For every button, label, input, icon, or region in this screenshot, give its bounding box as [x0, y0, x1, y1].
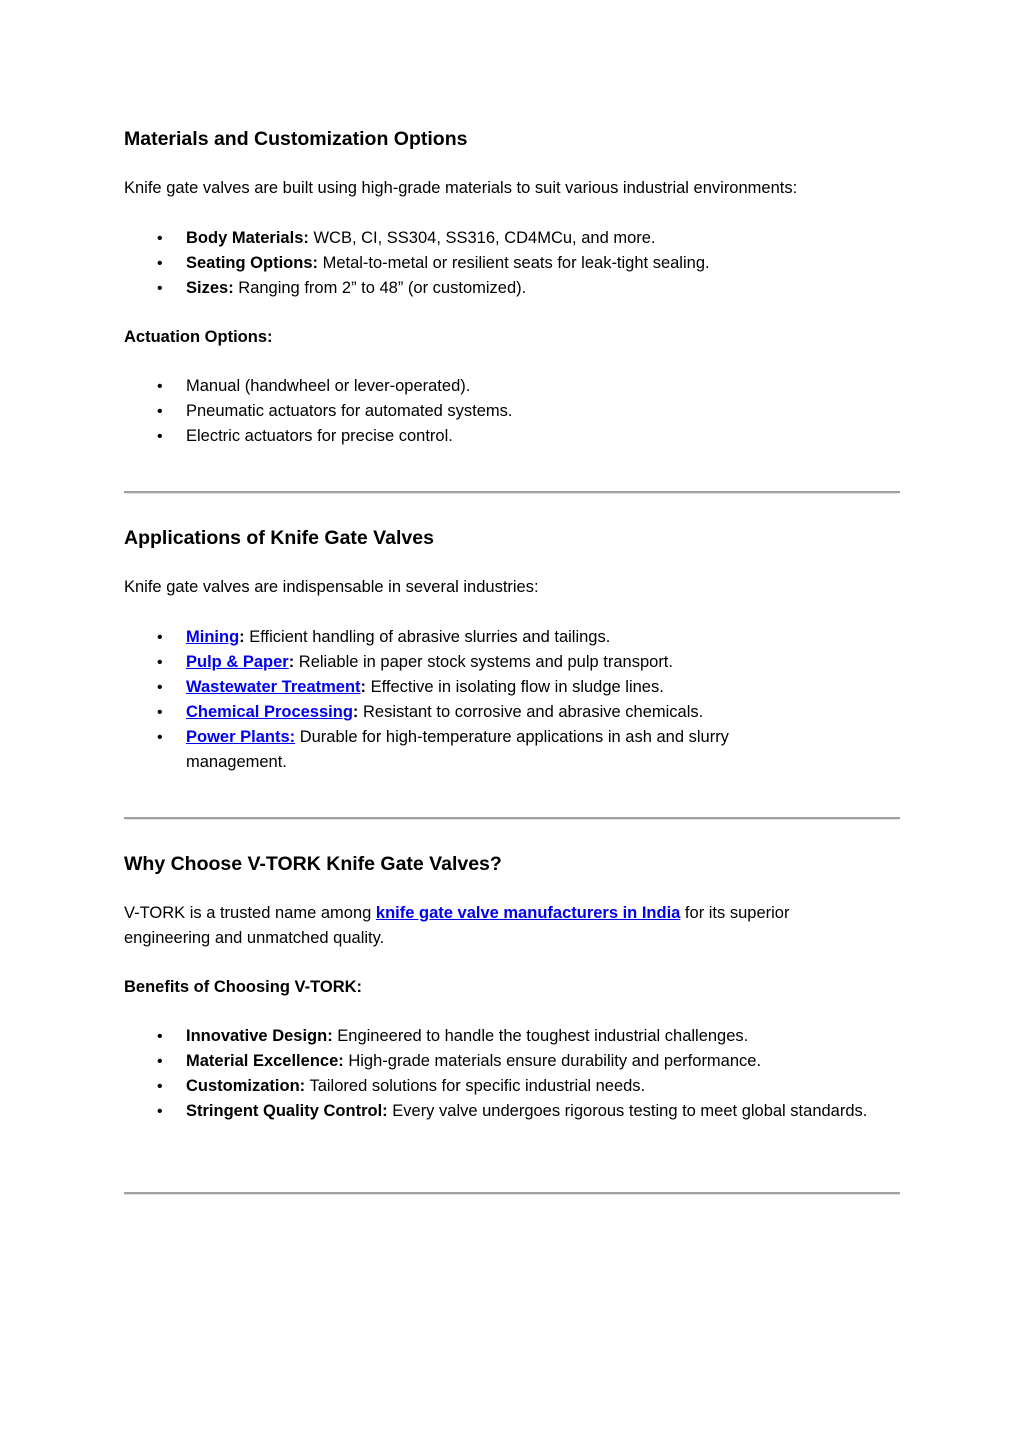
- mining-link[interactable]: Mining: [186, 628, 240, 646]
- item-text: WCB, CI, SS304, SS316, CD4MCu, and more.: [308, 229, 656, 247]
- item-text: Manual (handwheel or lever-operated).: [186, 377, 471, 395]
- bullet-icon: •: [157, 679, 163, 696]
- pulp-paper-link[interactable]: Pulp & Paper: [186, 653, 289, 671]
- item-label: Body Materials:: [186, 229, 309, 247]
- item-separator: :: [360, 678, 367, 696]
- item-label: Innovative Design:: [186, 1027, 333, 1045]
- item-text: Reliable in paper stock systems and pulp transport.: [294, 653, 673, 671]
- horizontal-divider: [124, 817, 900, 820]
- bullet-icon: •: [157, 428, 163, 445]
- bullet-icon: •: [157, 1053, 163, 1070]
- list-item: [124, 725, 900, 775]
- bullet-icon: •: [157, 403, 163, 420]
- item-text: High-grade materials ensure durability and performance.: [343, 1052, 762, 1070]
- item-label: Customization:: [186, 1077, 306, 1095]
- benefits-heading: Benefits of Choosing V-TORK:: [124, 978, 363, 996]
- why-choose-heading: Why Choose V-TORK Knife Gate Valves?: [124, 853, 502, 875]
- list-item: [124, 1049, 900, 1074]
- list-item: [124, 399, 900, 424]
- list-item: [124, 1099, 900, 1124]
- list-item: [124, 1074, 900, 1099]
- bullet-icon: •: [157, 1078, 163, 1095]
- list-item: [124, 1024, 900, 1049]
- item-label: Seating Options:: [186, 254, 318, 272]
- list-item: [124, 625, 900, 650]
- list-item: [124, 226, 900, 251]
- power-plants-link[interactable]: Power Plants:: [186, 728, 296, 746]
- item-separator: :: [352, 703, 359, 721]
- item-text: Resistant to corrosive and abrasive chemicals.: [358, 703, 704, 721]
- materials-section: [124, 126, 900, 449]
- item-label: Stringent Quality Control:: [186, 1102, 388, 1120]
- item-label: Material Excellence:: [186, 1052, 344, 1070]
- bullet-icon: •: [157, 704, 163, 721]
- bullet-icon: •: [157, 230, 163, 247]
- item-separator: :: [288, 653, 295, 671]
- bullet-icon: •: [157, 255, 163, 272]
- chemical-processing-link[interactable]: Chemical Processing: [186, 703, 353, 721]
- why-choose-section: [124, 851, 900, 1124]
- item-text: Engineered to handle the toughest industrial challenges.: [332, 1027, 749, 1045]
- actuation-list: [124, 374, 900, 449]
- applications-heading: Applications of Knife Gate Valves: [124, 527, 434, 549]
- item-text: Tailored solutions for specific industrial needs.: [305, 1077, 646, 1095]
- bullet-icon: •: [157, 629, 163, 646]
- item-text: Pneumatic actuators for automated systems.: [186, 402, 513, 420]
- list-item: [124, 424, 900, 449]
- materials-heading: Materials and Customization Options: [124, 128, 468, 150]
- item-text: Ranging from 2” to 48” (or customized).: [233, 279, 527, 297]
- bullet-icon: •: [157, 378, 163, 395]
- manufacturers-link[interactable]: knife gate valve manufacturers in India: [375, 904, 681, 922]
- item-text: Metal-to-metal or resilient seats for leak-tight sealing.: [318, 254, 710, 272]
- item-text: Every valve undergoes rigorous testing to meet global standards.: [387, 1102, 868, 1120]
- materials-list: [124, 226, 900, 301]
- bullet-icon: •: [157, 1103, 163, 1120]
- item-text: Effective in isolating flow in sludge lines.: [366, 678, 664, 696]
- applications-section: [124, 525, 900, 775]
- horizontal-divider: [124, 1192, 900, 1195]
- why-choose-intro: [124, 901, 900, 951]
- benefits-list: [124, 1024, 900, 1124]
- list-item: [124, 374, 900, 399]
- applications-intro: Knife gate valves are indispensable in several industries:: [124, 578, 539, 596]
- intro-text-before: V-TORK is a trusted name among: [124, 904, 376, 922]
- list-item: [124, 700, 900, 725]
- list-item: [124, 675, 900, 700]
- wastewater-treatment-link[interactable]: Wastewater Treatment: [186, 678, 361, 696]
- bullet-icon: •: [157, 729, 163, 746]
- actuation-heading: Actuation Options:: [124, 328, 273, 346]
- list-item: [124, 276, 900, 301]
- item-text: Durable for high-temperature applications in ash and slurry management.: [186, 728, 729, 771]
- bullet-icon: •: [157, 280, 163, 297]
- list-item: [124, 251, 900, 276]
- item-text: Electric actuators for precise control.: [186, 427, 453, 445]
- intro-text-after: for its superior engineering and unmatched quality.: [124, 904, 790, 947]
- bullet-icon: •: [157, 654, 163, 671]
- item-text: Efficient handling of abrasive slurries and tailings.: [244, 628, 611, 646]
- list-item: [124, 650, 900, 675]
- item-separator: :: [239, 628, 245, 646]
- materials-intro: Knife gate valves are built using high-grade materials to suit various industrial environments:: [124, 179, 798, 197]
- horizontal-divider: [124, 491, 900, 494]
- applications-list: [124, 625, 900, 775]
- item-label: Sizes:: [186, 279, 234, 297]
- bullet-icon: •: [157, 1028, 163, 1045]
